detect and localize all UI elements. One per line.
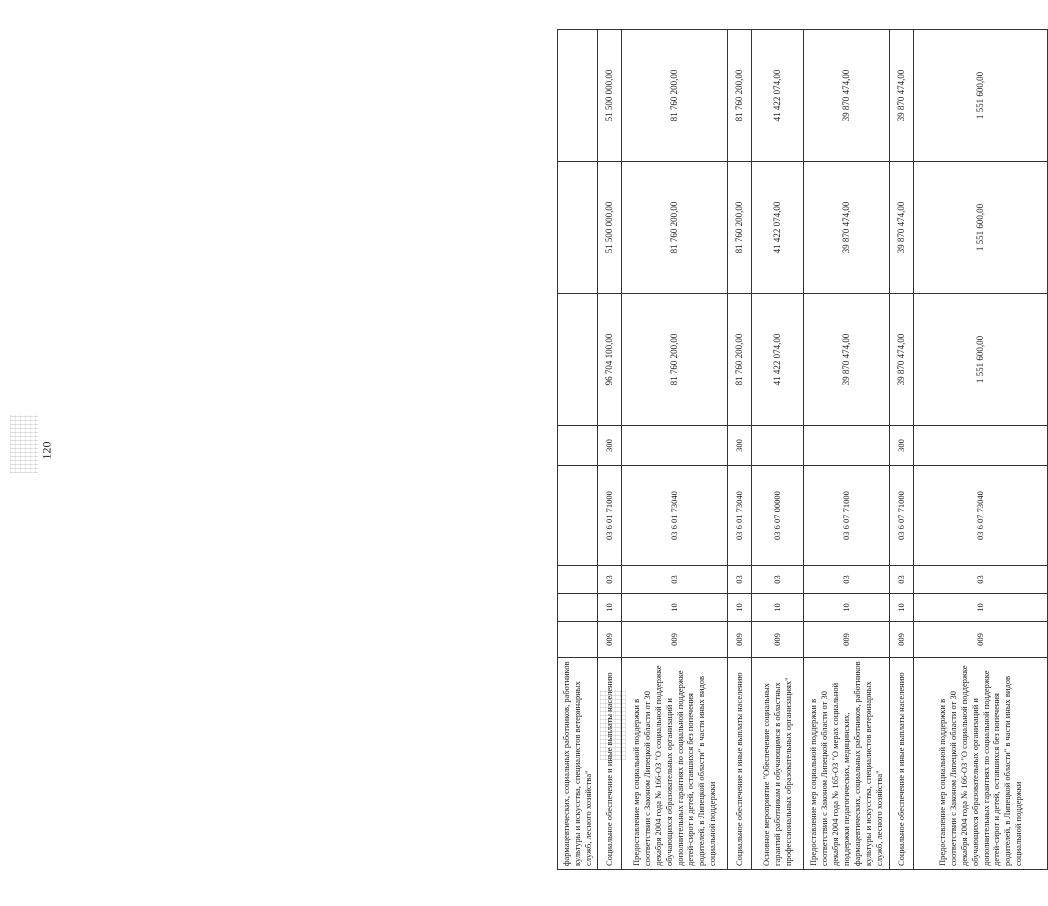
section-code: 10: [728, 594, 752, 622]
amount-year-3: 81 760 200,00: [728, 30, 752, 162]
amount-year-2: 39 870 474,00: [804, 162, 890, 294]
subsection-code: 03: [598, 566, 622, 594]
target-code: 03 6 01 73040: [622, 466, 728, 566]
amount-year-2: 41 422 074,00: [752, 162, 804, 294]
subsection-code: 03: [914, 566, 1048, 594]
admin-code: 009: [752, 622, 804, 658]
page-number: 120: [39, 441, 54, 460]
section-code: 10: [622, 594, 728, 622]
amount-year-2: 81 760 200,00: [622, 162, 728, 294]
target-code: 03 6 07 71000: [804, 466, 890, 566]
table-row: [752, 30, 804, 870]
row-name: Предоставление мер социальной поддержки в соответствии с Законом Липецкой области от 30 декабря 2004 года № 166-ОЗ "О социальной поддержке обучающихся образовательных организаций и дополнительных гарантиях по социальной поддержке детей-сирот и детей, оставшихся без попечения родителей, в Липецкой области" в части иных видов социальной поддержки: [622, 658, 728, 870]
section-code: 10: [598, 594, 622, 622]
section-code: 10: [914, 594, 1048, 622]
expense-kind-code: 300: [890, 426, 914, 466]
row-name: Предоставление мер социальной поддержки в соответствии с Законом Липецкой области от 30 декабря 2004 года № 166-ОЗ "О социальной поддержке обучающихся образовательных организаций и дополнительных гарантиях по социальной поддержке детей-сирот и детей, оставшихся без попечения родителей, в Липецкой области" в части иных видов социальной поддержки: [914, 658, 1048, 870]
amount-year-1: 1 551 600,00: [914, 294, 1048, 426]
expense-kind-code: [914, 426, 1048, 466]
target-code: 03 6 07 73040: [914, 466, 1048, 566]
admin-code: 009: [728, 622, 752, 658]
expense-kind-code: [622, 426, 728, 466]
subsection-code: 03: [622, 566, 728, 594]
subsection-code: 03: [752, 566, 804, 594]
budget-table: [557, 29, 1048, 870]
section-code: [558, 594, 598, 622]
amount-year-3: 39 870 474,00: [890, 30, 914, 162]
table-row: [558, 30, 598, 870]
section-code: 10: [752, 594, 804, 622]
expense-kind-code: 300: [728, 426, 752, 466]
row-name: фармацевтических, социальных работников, работников культуры и искусства, специалистов ветеринарных служб, лесного хозяйства": [558, 658, 598, 870]
amount-year-1: 81 760 200,00: [622, 294, 728, 426]
target-code: 03 6 01 71000: [598, 466, 622, 566]
section-code: 10: [804, 594, 890, 622]
amount-year-2: 81 760 200,00: [728, 162, 752, 294]
subsection-code: 03: [890, 566, 914, 594]
admin-code: 009: [914, 622, 1048, 658]
amount-year-1: 39 870 474,00: [804, 294, 890, 426]
amount-year-3: 51 500 000,00: [598, 30, 622, 162]
expense-kind-code: 300: [598, 426, 622, 466]
subsection-code: [558, 566, 598, 594]
row-name: Социальное обеспечение и иные выплаты населению: [598, 658, 622, 870]
subsection-code: 03: [728, 566, 752, 594]
amount-year-3: 1 551 600,00: [914, 30, 1048, 162]
table-row: [914, 30, 1048, 870]
admin-code: 009: [622, 622, 728, 658]
expense-kind-code: [558, 426, 598, 466]
row-name: Социальное обеспечение и иные выплаты населению: [890, 658, 914, 870]
row-name: Социальное обеспечение и иные выплаты населению: [728, 658, 752, 870]
amount-year-2: [558, 162, 598, 294]
row-name: Основное мероприятие "Обеспечение социальных гарантий работникам и обучающимся в областных профессиональных образовательных организациях": [752, 658, 804, 870]
amount-year-2: 51 500 000,00: [598, 162, 622, 294]
section-code: 10: [890, 594, 914, 622]
amount-year-2: 1 551 600,00: [914, 162, 1048, 294]
amount-year-3: 81 760 200,00: [622, 30, 728, 162]
expense-kind-code: [804, 426, 890, 466]
amount-year-1: 96 704 100,00: [598, 294, 622, 426]
amount-year-1: 39 870 474,00: [890, 294, 914, 426]
target-code: 03 6 07 00000: [752, 466, 804, 566]
table-row: [598, 30, 622, 870]
scan-noise-left: [10, 415, 38, 473]
target-code: [558, 466, 598, 566]
admin-code: 009: [890, 622, 914, 658]
row-name: Предоставление мер социальной поддержки в соответствии с Законом Липецкой области от 30 декабря 2004 года № 165-ОЗ "О мерах социальной поддержки педагогических, медицинских, фармацевтических, социальных работников, работников культуры и искусства, специалистов ветеринарных служб, лесного хозяйства": [804, 658, 890, 870]
table-row: [622, 30, 728, 870]
subsection-code: 03: [804, 566, 890, 594]
admin-code: 009: [804, 622, 890, 658]
admin-code: [558, 622, 598, 658]
amount-year-1: 81 760 200,00: [728, 294, 752, 426]
table-row: [728, 30, 752, 870]
expense-kind-code: [752, 426, 804, 466]
amount-year-3: [558, 30, 598, 162]
amount-year-3: 39 870 474,00: [804, 30, 890, 162]
target-code: 03 6 01 73040: [728, 466, 752, 566]
amount-year-1: [558, 294, 598, 426]
admin-code: 009: [598, 622, 622, 658]
target-code: 03 6 07 71000: [890, 466, 914, 566]
table-row: [890, 30, 914, 870]
rotated-table-wrapper: [557, 30, 1047, 870]
amount-year-2: 39 870 474,00: [890, 162, 914, 294]
table-row: [804, 30, 890, 870]
amount-year-3: 41 422 074,00: [752, 30, 804, 162]
amount-year-1: 41 422 074,00: [752, 294, 804, 426]
